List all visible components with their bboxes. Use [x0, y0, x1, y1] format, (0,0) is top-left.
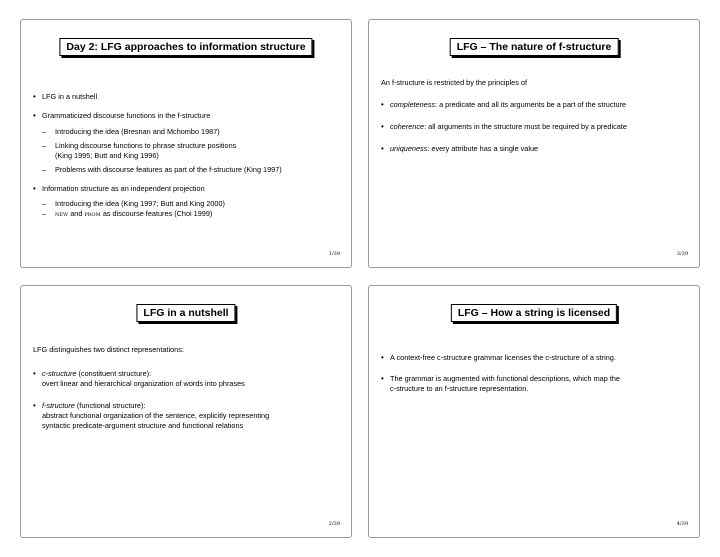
slide-4 [368, 285, 700, 538]
slide-body [33, 92, 341, 219]
slide-body [33, 345, 341, 431]
bullet-item: • LFG in a nutshell [33, 92, 341, 102]
sub-item: – Introducing the idea (Bresnan and Mchombo 1987) [42, 127, 341, 137]
page-number: 1/39 [328, 251, 340, 257]
sub-item: – Linking discourse functions to phrase structure positions (King 1995; Butt and King 1996) [42, 141, 341, 161]
intro-text: LFG distinguishes two distinct representations: [33, 345, 184, 354]
bullet-item: • The grammar is augmented with functional descriptions, which map the c-structure to an f-structure representation. [381, 374, 689, 394]
sub-item: – Introducing the idea (King 1997; Butt and King 2000) [42, 199, 341, 209]
slide-title: Day 2: LFG approaches to information structure [59, 38, 312, 56]
bullet-item: • A context-free c-structure grammar licenses the c-structure of a string. [381, 353, 689, 363]
slide-1 [20, 19, 352, 268]
slide-body [381, 78, 689, 154]
page-number: 4/39 [676, 521, 688, 527]
slide-title: LFG – How a string is licensed [451, 304, 617, 322]
bullet-item: • completeness: a predicate and all its arguments be a part of the structure [381, 100, 689, 110]
bullet-item: • coherence: all arguments in the structure must be required by a predicate [381, 122, 689, 132]
bullet-item: • Information structure as an independent projection [33, 184, 341, 194]
slide-title: LFG – The nature of f-structure [450, 38, 619, 56]
slide-3 [368, 19, 700, 268]
bullet-item: • uniqueness: every attribute has a single value [381, 144, 689, 154]
slide-body [381, 353, 689, 394]
bullet-item: • f-structure (functional structure): abstract functional organization of the sentence, explicitly representing syntactic predicate-argument structure and functional relations [33, 401, 341, 431]
slide-2 [20, 285, 352, 538]
sub-item: – new and prom as discourse features (Choi 1999) [42, 209, 341, 219]
slide-title: LFG in a nutshell [136, 304, 235, 322]
page-number: 3/39 [676, 251, 688, 257]
bullet-item: • c-structure (constituent structure): overt linear and hierarchical organization of words into phrases [33, 369, 341, 389]
bullet-item: • Grammaticized discourse functions in the f-structure [33, 111, 341, 121]
sub-item: – Problems with discourse features as part of the f-structure (King 1997) [42, 165, 341, 175]
intro-text: An f-structure is restricted by the principles of [381, 78, 527, 87]
page-number: 2/39 [328, 521, 340, 527]
